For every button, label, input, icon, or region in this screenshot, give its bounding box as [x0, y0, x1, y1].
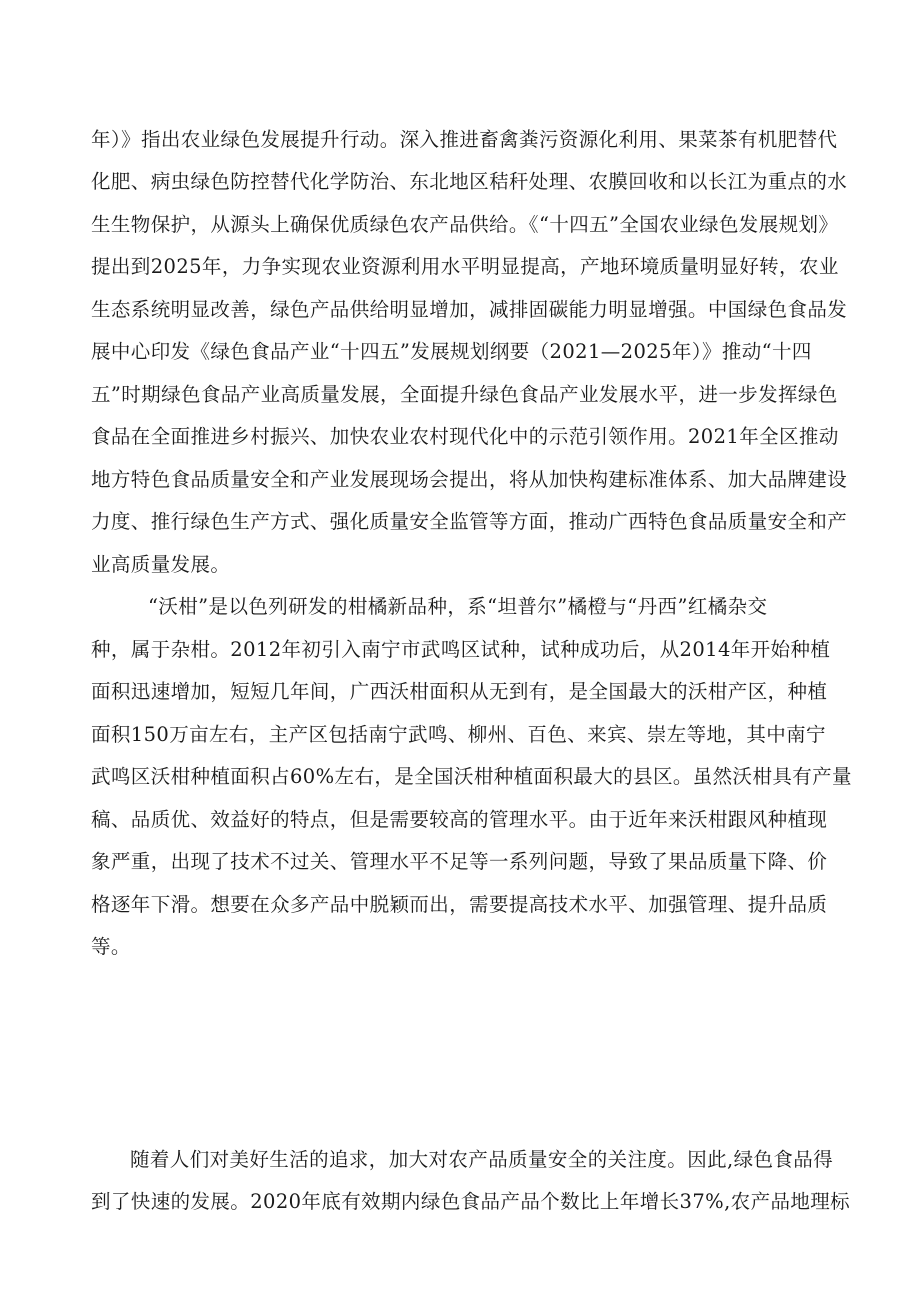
- paragraph-line: 种，属于杂柑。2012年初引入南宁市武鸣区试种，试种成功后，从2014年开始种植: [91, 638, 831, 661]
- paragraph-line: 年）》指出农业绿色发展提升行动。深入推进畜禽粪污资源化利用、果菜茶有机肥替代: [91, 128, 838, 151]
- paragraph-line: 格逐年下滑。想要在众多产品中脱颖而出，需要提高技术水平、加强管理、提升品质: [91, 893, 828, 916]
- paragraph-line: 业高质量发展。: [91, 553, 231, 576]
- paragraph-line: 食品在全面推进乡村振兴、加快农业农村现代化中的示范引领作用。2021年全区推动: [91, 425, 839, 448]
- paragraph-line: 地方特色食品质量安全和产业发展现场会提出，将从加快构建标准体系、加大品牌建设: [91, 468, 848, 491]
- paragraph-line: 等。: [91, 935, 131, 958]
- paragraph-line: 提出到2025年，力争实现农业资源利用水平明显提高，产地环境质量明显好转，农业: [91, 255, 839, 278]
- paragraph-line: “沃柑”是以色列研发的柑橘新品种，系“坦普尔”橘橙与“丹西”红橘杂交: [148, 595, 768, 618]
- paragraph-line: 面积迅速增加，短短几年间，广西沃柑面积从无到有，是全国最大的沃柑产区，种植: [91, 680, 828, 703]
- paragraph-line: 稿、品质优、效益好的特点，但是需要较高的管理水平。由于近年来沃柑跟风种植现: [91, 808, 828, 831]
- paragraph-line: 象严重，出现了技术不过关、管理水平不足等一系列问题，导致了果品质量下降、价: [91, 850, 828, 873]
- paragraph-line: 生态系统明显改善，绿色产品供给明显增加，减排固碳能力明显增强。中国绿色食品发: [91, 298, 848, 321]
- paragraph-line: 面积150万亩左右，主产区包括南宁武鸣、柳州、百色、来宾、崇左等地，其中南宁: [91, 723, 826, 746]
- paragraph-line: 力度、推行绿色生产方式、强化质量安全监管等方面，推动广西特色食品质量安全和产: [91, 510, 848, 533]
- paragraph-line: 化肥、病虫绿色防控替代化学防治、东北地区秸秆处理、农膜回收和以长江为重点的水: [91, 170, 848, 193]
- paragraph-line: 展中心印发《绿色食品产业“十四五”发展规划纲要（2021—2025年）》推动“十四: [91, 340, 812, 363]
- paragraph-line: 生生物保护，从源头上确保优质绿色农产品供给。《“十四五”全国农业绿色发展规划》: [91, 213, 839, 236]
- paragraph-line: 随着人们对美好生活的追求，加大对农产品质量安全的关注度。因此,绿色食品得: [130, 1148, 834, 1171]
- paragraph-line: 到了快速的发展。2020年底有效期内绿色食品产品个数比上年增长37%,农产品地理标: [91, 1190, 851, 1213]
- paragraph-line: 五”时期绿色食品产业高质量发展，全面提升绿色食品产业发展水平，进一步发挥绿色: [91, 383, 838, 406]
- paragraph-line: 武鸣区沃柑种植面积占60%左右，是全国沃柑种植面积最大的县区。虽然沃柑具有产量: [91, 765, 852, 788]
